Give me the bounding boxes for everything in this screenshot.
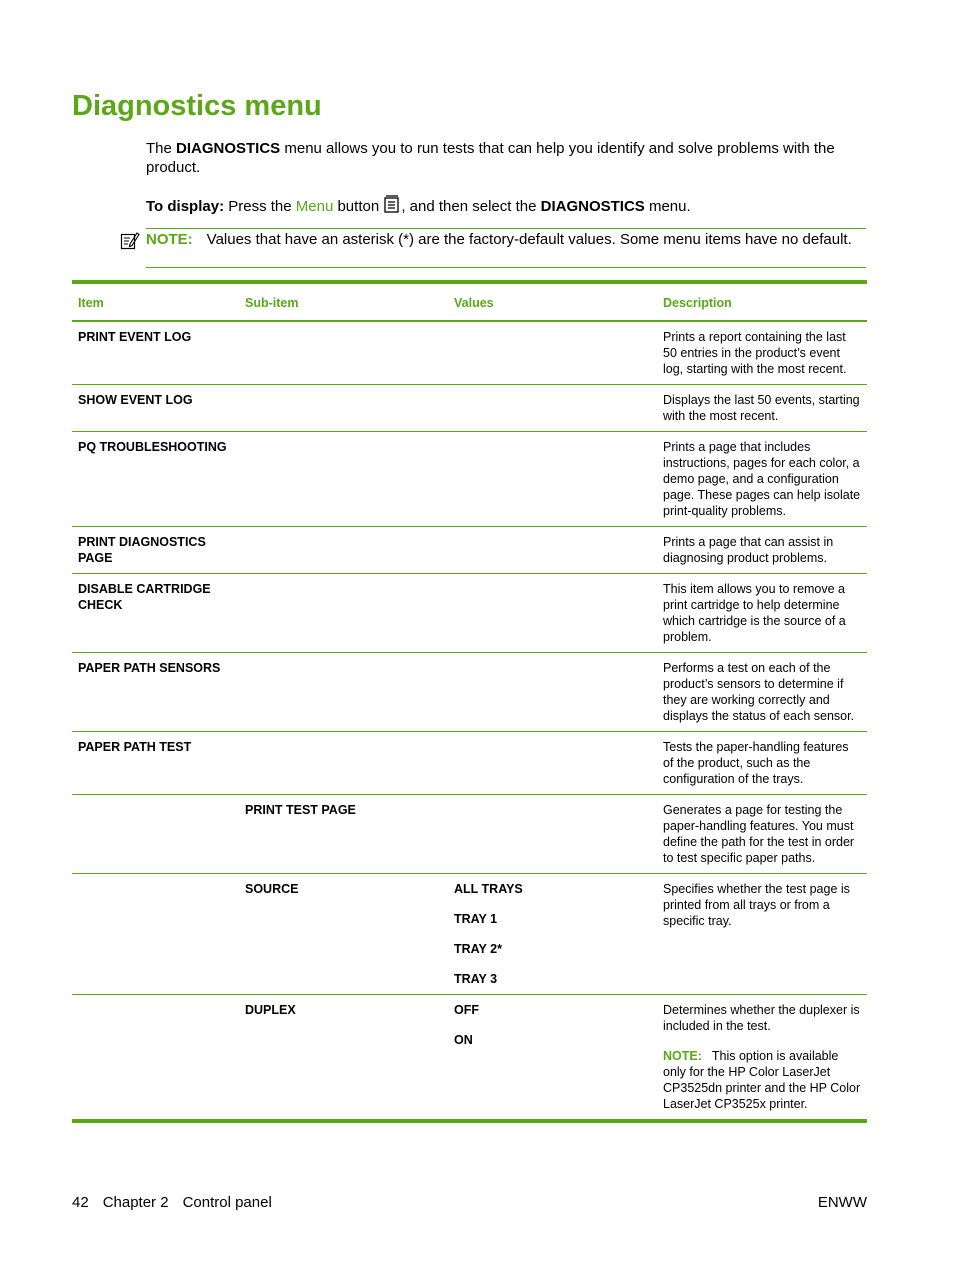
- description-note-label: NOTE:: [663, 1049, 702, 1063]
- cell-item: [72, 995, 239, 1122]
- footer-section: Control panel: [182, 1194, 272, 1211]
- diagnostics-menu-table: [72, 280, 867, 1123]
- description-note-text: This option is available only for the HP Color LaserJet CP3525dn printer and the HP Color LaserJet CP3525x printer.: [663, 1049, 861, 1111]
- table-header-row: [72, 282, 867, 321]
- cell-description: Prints a page that includes instructions, pages for each color, a demo page, and a configuration page. These pages can help isolate print-quality problems.: [657, 432, 867, 527]
- cell-sub-item: PRINT TEST PAGE: [239, 795, 448, 874]
- value-option: TRAY 3: [454, 972, 498, 986]
- cell-item: PRINT EVENT LOG: [72, 321, 239, 385]
- cell-values: [448, 432, 657, 527]
- cell-values: [448, 385, 657, 432]
- table-row: [72, 527, 867, 574]
- footer-enww: ENWW: [817, 1194, 867, 1211]
- cell-values: [448, 732, 657, 795]
- cell-values: [448, 527, 657, 574]
- cell-item: PAPER PATH SENSORS: [72, 653, 239, 732]
- cell-sub-item: SOURCE: [239, 874, 448, 995]
- cell-values: [448, 574, 657, 653]
- cell-item: [72, 874, 239, 995]
- cell-item: PRINT DIAGNOSTICS PAGE: [72, 527, 239, 574]
- cell-item: DISABLE CARTRIDGE CHECK: [72, 574, 239, 653]
- cell-values: [448, 995, 657, 1122]
- cell-values: [448, 795, 657, 874]
- value-option: OFF: [454, 1003, 479, 1017]
- cell-description: Performs a test on each of the product’s sensors to determine if they are working correctly and displays the status of each sensor.: [657, 653, 867, 732]
- table-row: [72, 653, 867, 732]
- value-option: TRAY 1: [454, 912, 498, 926]
- cell-sub-item: [239, 527, 448, 574]
- table-row: [72, 874, 867, 995]
- cell-sub-item: [239, 432, 448, 527]
- cell-item: [72, 795, 239, 874]
- cell-sub-item: [239, 732, 448, 795]
- intro-menu-name: DIAGNOSTICS: [176, 140, 281, 157]
- intro-paragraph: The DIAGNOSTICS menu allows you to run tests that can help you identify and solve problems with the product.: [146, 140, 835, 176]
- table-row: [72, 732, 867, 795]
- cell-sub-item: [239, 385, 448, 432]
- cell-description: Specifies whether the test page is printed from all trays or from a specific tray.: [657, 874, 867, 995]
- cell-description: This item allows you to remove a print cartridge to help determine which cartridge is the source of a problem.: [657, 574, 867, 653]
- note-label: NOTE:: [146, 231, 193, 248]
- value-option: TRAY 2*: [454, 942, 502, 956]
- table-row: [72, 385, 867, 432]
- menu-word: Menu: [295, 198, 334, 215]
- cell-values: [448, 653, 657, 732]
- cell-values: [448, 321, 657, 385]
- value-option: ON: [454, 1033, 473, 1047]
- table-row: [72, 574, 867, 653]
- cell-item: SHOW EVENT LOG: [72, 385, 239, 432]
- table-row: [72, 432, 867, 527]
- header-sub-item: Sub-item: [239, 282, 448, 321]
- cell-description: Displays the last 50 events, starting with the most recent.: [657, 385, 867, 432]
- table-row: [72, 795, 867, 874]
- cell-description: Prints a page that can assist in diagnosing product problems.: [657, 527, 867, 574]
- menu-button-icon: [384, 195, 400, 213]
- display-instructions: To display: Press the Menu button , and then select the DIAGNOSTICS menu.: [146, 195, 866, 216]
- cell-values: [448, 874, 657, 995]
- description-text: Determines whether the duplexer is included in the test.: [663, 1003, 860, 1033]
- table-row: [72, 995, 867, 1122]
- page-title: Diagnostics menu: [72, 90, 322, 122]
- header-values: Values: [448, 282, 657, 321]
- cell-item: PQ TROUBLESHOOTING: [72, 432, 239, 527]
- note-text: Values that have an asterisk (*) are the factory-default values. Some menu items have no default.: [206, 231, 852, 248]
- note-icon: [120, 231, 140, 251]
- footer-chapter: Chapter 2: [102, 1194, 169, 1211]
- cell-description: Tests the paper-handling features of the product, such as the configuration of the trays.: [657, 732, 867, 795]
- cell-sub-item: [239, 653, 448, 732]
- cell-description: [657, 995, 867, 1122]
- display-menu-name: DIAGNOSTICS: [540, 198, 645, 215]
- display-label: To display:: [146, 198, 225, 215]
- cell-description: Prints a report containing the last 50 entries in the product’s event log, starting with the most recent.: [657, 321, 867, 385]
- value-option: ALL TRAYS: [454, 882, 523, 896]
- note-box: [146, 228, 866, 268]
- description-note: [663, 1048, 861, 1112]
- page-number: 42: [72, 1194, 89, 1211]
- header-item: Item: [72, 282, 239, 321]
- cell-description: Generates a page for testing the paper-handling features. You must define the path for the test in order to test specific paper paths.: [657, 795, 867, 874]
- table-row: [72, 321, 867, 385]
- page-footer: [72, 1193, 867, 1212]
- cell-sub-item: [239, 321, 448, 385]
- header-description: Description: [657, 282, 867, 321]
- cell-item: PAPER PATH TEST: [72, 732, 239, 795]
- cell-sub-item: [239, 574, 448, 653]
- cell-sub-item: DUPLEX: [245, 1003, 296, 1017]
